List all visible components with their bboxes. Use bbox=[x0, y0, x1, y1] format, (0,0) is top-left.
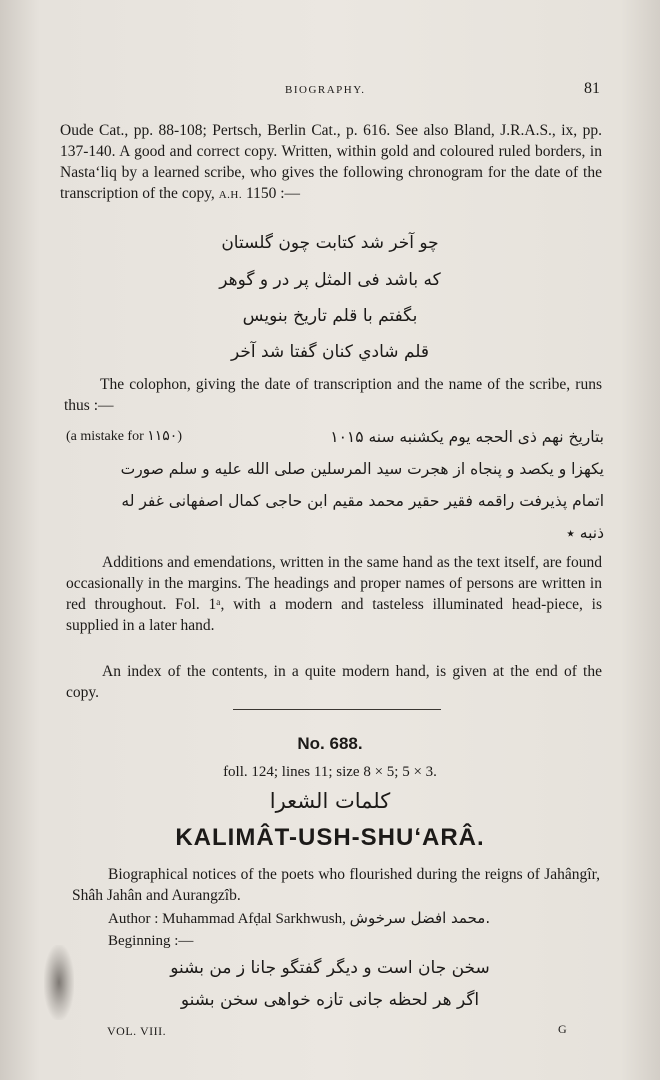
running-title: BIOGRAPHY. bbox=[285, 84, 366, 96]
entry-title: KALIMÂT-USH-SHUʻARÂ. bbox=[175, 824, 485, 851]
index-paragraph: An index of the contents, in a quite modern hand, is given at the end of the copy. bbox=[66, 663, 602, 701]
colophon-line: یکهزا و یکصد و پنجاه از هجرت سید المرسلین صلی الله علیه و سلم صورت bbox=[120, 460, 604, 478]
colophon-line: ذنبه ٭ bbox=[566, 524, 604, 542]
chronogram-line: قلم شادي کنان گفتا شد آخر bbox=[230, 342, 430, 362]
colophon-intro: The colophon, giving the date of transcription and the name of the scribe, runs thus :— bbox=[64, 376, 602, 414]
catalogue-text: Oude Cat., pp. 88-108; Pertsch, Berlin Cat., p. 616. See also Bland, J.R.A.S., ix, pp. 137-140. A good and correct copy. Written, within gold and coloured ruled borders, in Nastaʻliq by a learned scribe, who gives the following chronogram for the date of the transcription of the copy, bbox=[60, 122, 602, 202]
entry-title-arabic: کلمات الشعرا bbox=[269, 789, 391, 813]
chronogram-line: بگفتم با قلم تاریخ بنویس bbox=[242, 306, 418, 326]
catalogue-paragraph bbox=[60, 120, 602, 206]
entry-number: No. 688. bbox=[297, 734, 363, 753]
signature-mark: G bbox=[558, 1022, 567, 1036]
author-line bbox=[108, 909, 490, 928]
chronogram-line: چو آخر شد کتابت چون گلستان bbox=[221, 233, 439, 253]
manuscript-details: foll. 124; lines 11; size 8 × 5; 5 × 3. bbox=[223, 764, 437, 780]
colophon-note: (a mistake for ۱۱۵۰) bbox=[66, 429, 182, 444]
colophon-line: اتمام پذیرفت راقمه فقیر حقیر محمد مقیم ابن حاجی کمال اصفهانی غفر له bbox=[121, 492, 604, 510]
beginning-verse-line: سخن جان است و دیگر گفتگو جانا ز من بشنو bbox=[170, 958, 490, 978]
description-paragraph: Biographical notices of the poets who flourished during the reigns of Jahângîr, Shâh Jahân and Aurangzîb. bbox=[72, 866, 600, 904]
chronogram-year: 1150 :— bbox=[245, 185, 301, 202]
author-arabic: محمد افضل سرخوش. bbox=[349, 909, 491, 927]
chronogram-line: که باشد فی المثل پر در و گوهر bbox=[219, 270, 441, 290]
author-label: Author : Muhammad Afḍal Sarkhwush, bbox=[108, 911, 346, 927]
colophon-line: بتاریخ نهم ذی الحجه یوم یکشنبه سنه ۱۰۱۵ bbox=[330, 428, 604, 446]
running-head bbox=[0, 82, 660, 102]
era-label: A.H. bbox=[218, 189, 243, 201]
page-number: 81 bbox=[584, 80, 600, 97]
section-divider bbox=[233, 709, 441, 710]
beginning-verse-line: اگر هر لحظه جانی تازه خواهی سخن بشنو bbox=[180, 990, 480, 1010]
ink-smudge bbox=[44, 945, 74, 1020]
beginning-label: Beginning :— bbox=[108, 933, 194, 949]
additions-paragraph: Additions and emendations, written in the same hand as the text itself, are found occasionally in the margins. The headings and proper names of persons are written in red throughout. Fol. 1ᵃ, with a modern and tasteless illuminated head-piece, is supplied in a later hand. bbox=[66, 554, 602, 634]
volume-label: VOL. VIII. bbox=[107, 1024, 167, 1038]
